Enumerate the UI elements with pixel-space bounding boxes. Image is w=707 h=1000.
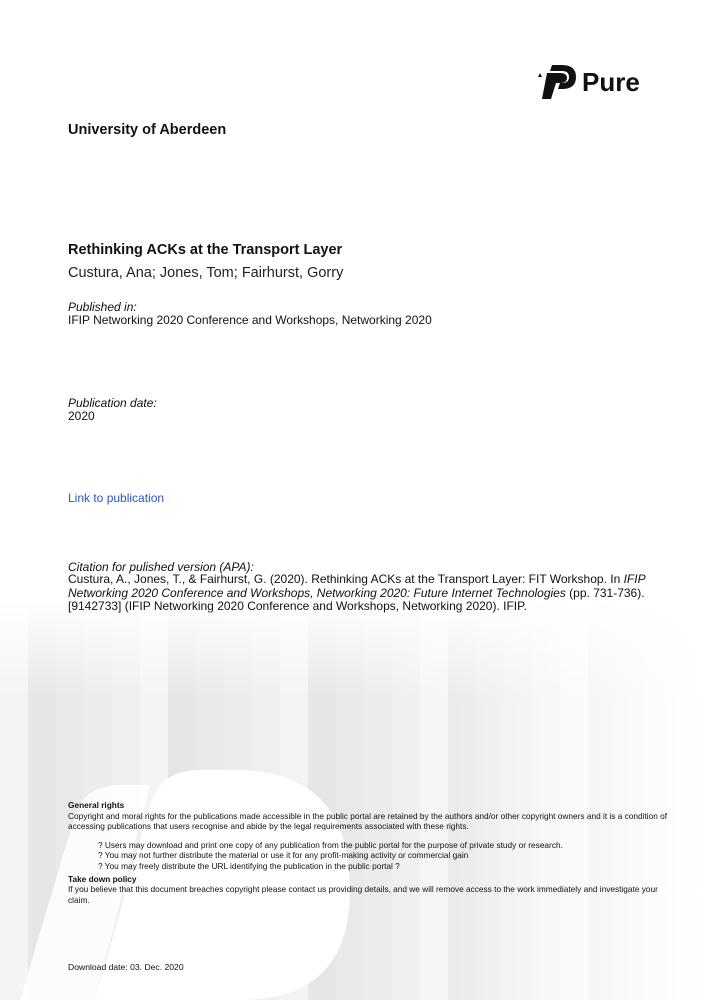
published-in-value: IFIP Networking 2020 Conference and Workshops, Networking 2020 [68, 313, 432, 327]
institution-name: University of Aberdeen [68, 122, 227, 138]
pure-logo [538, 64, 640, 100]
citation-part-2-italic: IFIP Networking 2020 Conference and Workshops, Networking 2020: Future Internet Technologies [68, 572, 646, 600]
general-rights-heading: General rights [68, 800, 125, 810]
pure-logo-mark-icon [538, 65, 576, 99]
citation-part-1: Custura, A., Jones, T., & Fairhurst, G. (2020). Rethinking ACKs at the Transport Layer: FIT Workshop. In [68, 572, 624, 586]
rights-bullet-list [98, 840, 668, 872]
publication-title: Rethinking ACKs at the Transport Layer [68, 242, 343, 258]
published-in-label: Published in: [68, 300, 137, 314]
rights-bullet: ? You may freely distribute the URL identifying the publication in the public portal ? [98, 860, 400, 871]
takedown-policy-heading: Take down policy [68, 873, 137, 884]
publication-date-value: 2020 [68, 409, 95, 423]
citation-text [68, 573, 658, 614]
download-date: Download date: 03. Dec. 2020 [68, 962, 184, 972]
pure-logo-text: Pure [582, 67, 640, 97]
general-rights-text: Copyright and moral rights for the publications made accessible in the public portal are retained by the authors and/or other copyright owners and it is a condition of accessing publications that users recognise and abide by the legal requirements associated with these rights. [68, 810, 668, 832]
publication-date-label: Publication date: [68, 396, 157, 410]
link-to-publication[interactable]: Link to publication [68, 491, 165, 505]
rights-section [68, 800, 668, 905]
publication-authors: Custura, Ana; Jones, Tom; Fairhurst, Gorry [68, 265, 344, 281]
citation-label: Citation for pulished version (APA): [68, 560, 254, 574]
rights-bullet: ? Users may download and print one copy of any publication from the public portal for the purpose of private study or research. [98, 839, 563, 850]
takedown-policy-text: If you believe that this document breaches copyright please contact us providing details, and we will remove access to the work immediately and investigate your claim. [68, 884, 658, 905]
citation-part-3: (pp. 731-736). [9142733] (IFIP Networking 2020 Conference and Workshops, Networking 2020). IFIP. [68, 585, 645, 614]
rights-bullet: ? You may not further distribute the material or use it for any profit-making activity or commercial gain [98, 850, 469, 861]
